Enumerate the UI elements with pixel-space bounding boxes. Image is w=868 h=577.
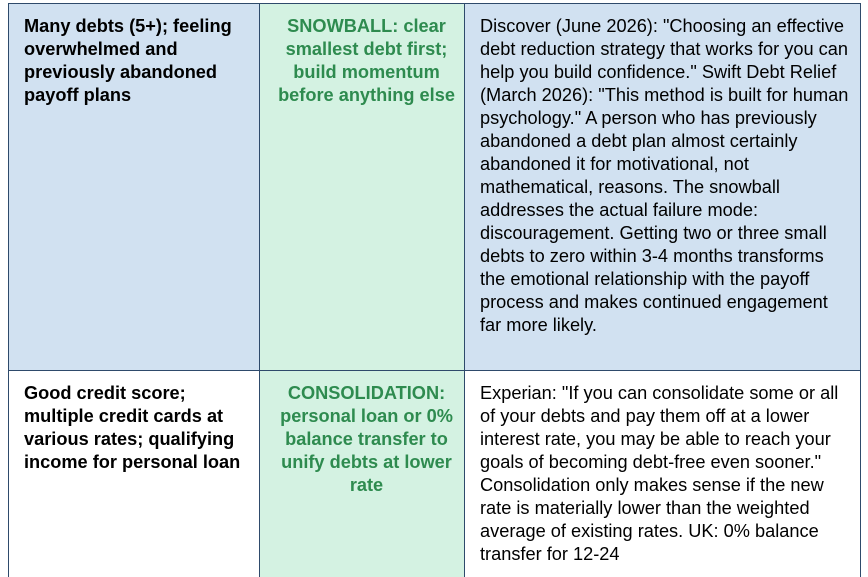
situation-cell: Good credit score; multiple credit cards at various rates; qualifying income for personal loan [9, 371, 260, 577]
table-row [9, 371, 861, 577]
evidence-cell: Discover (June 2026): "Choosing an effective debt reduction strategy that works for you can help you build confidence." Swift Debt Relief (March 2026): "This method is built for human psychology." A person who has previously abandoned a debt plan almost certainly abandoned it for motivational, not mathematical, reasons. The snowball addresses the actual failure mode: discouragement. Getting two or three small debts to zero within 3-4 months transforms the emotional relationship with the payoff process and makes continued engagement far more likely. [465, 4, 861, 371]
situation-cell: Many debts (5+); feeling overwhelmed and previously abandoned payoff plans [9, 4, 260, 371]
strategy-cell: CONSOLIDATION: personal loan or 0% balance transfer to unify debts at lower rate [260, 371, 465, 577]
debt-strategy-table [8, 3, 861, 577]
strategy-cell: SNOWBALL: clear smallest debt first; build momentum before anything else [260, 4, 465, 371]
table-row [9, 4, 861, 371]
evidence-cell: Experian: "If you can consolidate some or all of your debts and pay them off at a lower interest rate, you may be able to reach your goals of becoming debt-free even sooner." Consolidation only makes sense if the new rate is materially lower than the weighted average of existing rates. UK: 0% balance transfer for 12-24 [465, 371, 861, 577]
